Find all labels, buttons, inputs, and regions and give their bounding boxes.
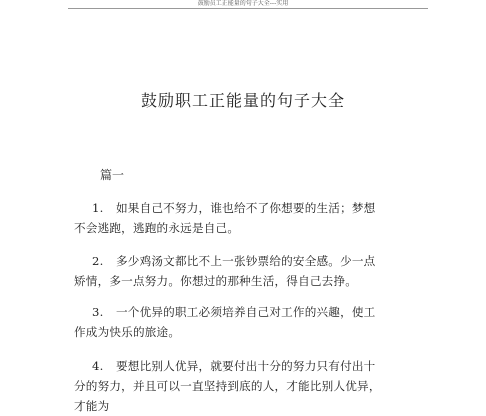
paragraph-text: 多少鸡汤文都比不上一张钞票给的安全感。少一点矫情，多一点努力。你想过的那种生活，得自己去挣。 (74, 254, 376, 288)
paragraph-number: 4. (92, 359, 104, 373)
paragraph-1 (74, 198, 386, 238)
paragraph-2 (74, 251, 386, 291)
section-label: 篇一 (100, 168, 125, 182)
paragraph-number: 2. (92, 254, 104, 268)
paragraph-text: 一个优异的职工必须培养自己对工作的兴趣，使工作成为快乐的旅途。 (74, 305, 376, 339)
page-header: 鼓励员工正能量的句子大全---实用 (197, 0, 289, 7)
paragraph-number: 1. (92, 201, 104, 215)
paragraph-text: 要想比别人优异，就要付出十分的努力只有付出十分的努力，并且可以一直坚持到底的人，才能比别人优异，才能为 (74, 359, 381, 413)
paragraph-3 (74, 302, 386, 342)
document-title: 鼓励职工正能量的句子大全 (140, 91, 345, 110)
paragraph-4 (74, 356, 386, 416)
header-divider (68, 8, 428, 9)
paragraph-text: 如果自己不努力，谁也给不了你想要的生活；梦想不会逃跑，逃跑的永远是自己。 (74, 201, 376, 235)
paragraph-number: 3. (92, 305, 104, 319)
